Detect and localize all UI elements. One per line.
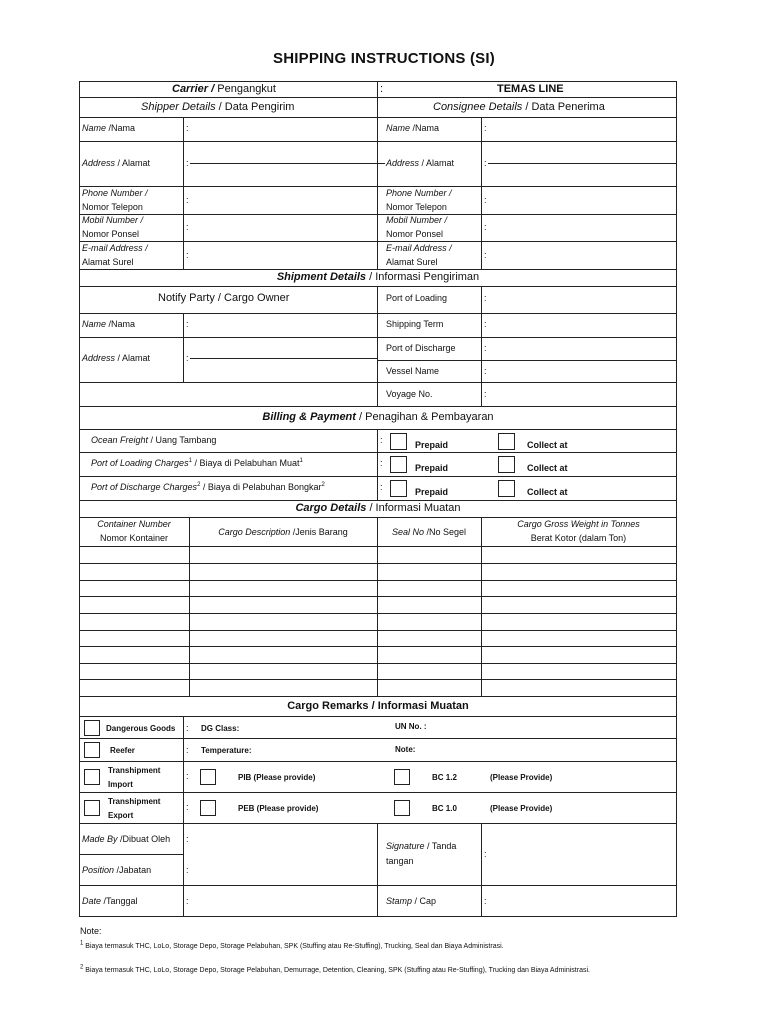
transhipment-export-checkbox[interactable] <box>84 800 100 816</box>
prepaid-checkbox-pod[interactable] <box>390 480 407 497</box>
table-border <box>377 429 378 500</box>
bc10-checkbox[interactable] <box>394 800 410 816</box>
table-border <box>79 313 677 314</box>
reefer-checkbox[interactable] <box>84 742 100 758</box>
table-border <box>377 286 378 406</box>
note-1: $^1$ Biaya termasuk THC, LoLo, Storage Depo, Storage Pelabuhan, SPK (Stuffing atau Re-Stuffing), Trucking, Seal dan Biaya Administrasi. <box>80 940 504 950</box>
position-label: Position /Jabatan <box>82 865 152 875</box>
cargo-header: Cargo Details / Informasi Muatan <box>295 502 461 514</box>
billing-header: Billing & Payment / Penagihan & Pembayaran <box>262 411 494 423</box>
dg-class-label[interactable]: DG Class: <box>201 724 240 733</box>
collect-label: Collect at <box>527 440 568 450</box>
carrier-label: Carrier / Pengangkut <box>172 83 276 95</box>
address-line <box>190 163 377 164</box>
bc12-label: BC 1.2 <box>432 773 457 782</box>
shipper-mobile-label-id: Nomor Ponsel <box>82 229 140 239</box>
consignee-name-field[interactable]: : <box>484 123 487 133</box>
table-border <box>183 313 184 382</box>
address-line <box>488 163 676 164</box>
collect-checkbox-pol[interactable] <box>498 456 515 473</box>
shipper-mobile-label: Mobil Number / <box>82 215 144 225</box>
shipper-mobile-field[interactable]: : <box>186 222 189 232</box>
col-gross-weight-id: Berat Kotor (dalam Ton) <box>530 533 627 543</box>
col-seal-no: Seal No /No Segel <box>391 527 467 537</box>
table-border <box>79 738 677 739</box>
reefer-note-label[interactable]: Note: <box>395 745 416 754</box>
table-row[interactable] <box>79 613 677 614</box>
vessel-name-label: Vessel Name <box>386 366 440 376</box>
remarks-header: Cargo Remarks / Informasi Muatan <box>287 700 469 712</box>
transhipment-export-label: Transhipment <box>108 797 161 806</box>
col-container-number: Container Number <box>97 519 171 529</box>
consignee-mobile-label-id: Nomor Ponsel <box>386 229 444 239</box>
shipper-phone-label-id: Nomor Telepon <box>82 202 143 212</box>
pol-charges-label: Port of Loading Charges$^1$ / Biaya di Pelabuhan Muat$^1$ <box>91 458 303 468</box>
table-row[interactable] <box>79 563 677 564</box>
notify-name-label: Name /Nama <box>82 319 136 329</box>
consignee-email-field[interactable]: : <box>484 250 487 260</box>
table-border <box>183 716 184 823</box>
consignee-address-field[interactable]: : <box>484 158 487 168</box>
col-cargo-description: Cargo Description /Jenis Barang <box>218 527 348 537</box>
page-title: SHIPPING INSTRUCTIONS (SI) <box>273 50 495 67</box>
table-border <box>377 360 677 361</box>
col-gross-weight: Cargo Gross Weight in Tonnes <box>517 519 640 529</box>
table-border <box>79 286 677 287</box>
signature-field[interactable]: : <box>484 849 487 859</box>
stamp-label: Stamp / Cap <box>386 896 437 906</box>
note-2: $^2$ Biaya termasuk THC, LoLo, Storage Depo, Storage Pelabuhan, Demurrage, Detention, Cleaning, SPK (Stuffing atau Re-Stuffing), Trucking dan Biaya Administrasi. <box>80 964 590 974</box>
bc10-label: BC 1.0 <box>432 804 457 813</box>
consignee-email-label: E-mail Address / <box>386 243 452 253</box>
consignee-email-label-id: Alamat Surel <box>386 257 438 267</box>
dangerous-goods-colon: : <box>186 723 189 733</box>
table-border <box>183 117 184 269</box>
carrier-colon: : <box>380 83 384 95</box>
table-border <box>79 916 677 917</box>
collect-label: Collect at <box>527 487 568 497</box>
billing-colon: : <box>380 458 383 468</box>
table-row[interactable] <box>79 546 677 547</box>
prepaid-label: Prepaid <box>415 463 449 473</box>
date-field[interactable]: : <box>186 896 189 906</box>
table-border <box>79 429 677 430</box>
dangerous-goods-checkbox[interactable] <box>84 720 100 736</box>
shipper-address-field[interactable]: : <box>186 158 189 168</box>
shipper-phone-label: Phone Number / <box>82 188 148 198</box>
table-border <box>79 716 677 717</box>
signature-label-2: tangan <box>386 856 414 866</box>
consignee-name-label: Name /Nama <box>386 123 440 133</box>
table-border <box>79 854 183 855</box>
prepaid-checkbox-ocean-freight[interactable] <box>390 433 407 450</box>
transhipment-import-label-2: Import <box>108 780 133 789</box>
vessel-name-field[interactable]: : <box>484 366 487 376</box>
notify-name-field[interactable]: : <box>186 319 189 329</box>
pib-label: PIB (Please provide) <box>238 773 316 782</box>
table-border <box>481 823 482 917</box>
transhipment-export-label-2: Export <box>108 811 134 820</box>
consignee-phone-label-id: Nomor Telepon <box>386 202 447 212</box>
made-by-field[interactable]: : <box>186 834 189 844</box>
carrier-value: TEMAS LINE <box>497 83 564 95</box>
consignee-header: Consignee Details / Data Penerima <box>433 101 605 113</box>
address-line <box>378 163 385 164</box>
made-by-label: Made By /Dibuat Oleh <box>82 834 171 844</box>
table-border <box>377 117 378 269</box>
shipping-term-field[interactable]: : <box>484 319 487 329</box>
pib-checkbox[interactable] <box>200 769 216 785</box>
notify-party-header: Notify Party / Cargo Owner <box>158 292 290 304</box>
transhipment-export-colon: : <box>186 802 189 812</box>
temperature-label[interactable]: Temperature: <box>201 746 252 755</box>
table-border <box>79 337 677 338</box>
shipper-address-label: Address / Alamat <box>82 158 151 168</box>
port-of-loading-field[interactable]: : <box>484 293 487 303</box>
table-border <box>79 823 677 824</box>
table-border <box>79 792 677 793</box>
table-border <box>79 97 677 98</box>
notes-label: Note: <box>80 926 102 936</box>
table-row[interactable] <box>79 663 677 664</box>
prepaid-label: Prepaid <box>415 440 449 450</box>
table-border <box>183 823 184 917</box>
table-row[interactable] <box>79 580 677 581</box>
date-label: Date /Tanggal <box>82 896 138 906</box>
table-row[interactable] <box>79 646 677 647</box>
table-border <box>79 382 677 383</box>
consignee-mobile-label: Mobil Number / <box>386 215 448 225</box>
table-border <box>79 406 677 407</box>
table-border <box>377 81 378 117</box>
table-border <box>79 476 677 477</box>
consignee-mobile-field[interactable]: : <box>484 222 487 232</box>
table-border <box>189 517 190 696</box>
notify-address-label: Address / Alamat <box>82 353 151 363</box>
table-border <box>377 517 378 696</box>
table-row[interactable] <box>79 696 677 697</box>
port-of-discharge-label: Port of Discharge <box>386 343 456 353</box>
collect-checkbox-ocean-freight[interactable] <box>498 433 515 450</box>
table-border <box>79 500 677 501</box>
table-border <box>79 885 677 886</box>
shipper-email-label-id: Alamat Surel <box>82 257 134 267</box>
table-border <box>79 117 677 118</box>
shipper-header: Shipper Details / Data Pengirim <box>141 101 295 113</box>
col-container-number-id: Nomor Kontainer <box>99 533 169 543</box>
shipping-term-label: Shipping Term <box>386 319 444 329</box>
table-border <box>79 186 677 187</box>
table-row[interactable] <box>79 630 677 631</box>
table-border <box>79 269 677 270</box>
billing-colon: : <box>380 482 383 492</box>
pod-charges-label: Port of Discharge Charges$^2$ / Biaya di Pelabuhan Bongkar$^2$ <box>91 482 325 492</box>
signature-label: Signature / Tanda <box>386 841 457 851</box>
reefer-label: Reefer <box>110 746 135 755</box>
reefer-colon: : <box>186 745 189 755</box>
consignee-phone-label: Phone Number / <box>386 188 452 198</box>
ocean-freight-label: Ocean Freight / Uang Tambang <box>91 435 217 445</box>
shipper-name-field[interactable]: : <box>186 123 189 133</box>
consignee-phone-field[interactable]: : <box>484 195 487 205</box>
stamp-field[interactable]: : <box>484 896 487 906</box>
position-field[interactable]: : <box>186 865 189 875</box>
notify-address-field[interactable]: : <box>186 353 189 363</box>
transhipment-import-label: Transhipment <box>108 766 161 775</box>
table-border <box>377 823 378 917</box>
prepaid-checkbox-pol[interactable] <box>390 456 407 473</box>
consignee-address-label: Address / Alamat <box>386 158 455 168</box>
shipper-email-label: E-mail Address / <box>82 243 148 253</box>
shipper-phone-field[interactable]: : <box>186 195 189 205</box>
voyage-no-field[interactable]: : <box>484 389 487 399</box>
transhipment-import-colon: : <box>186 771 189 781</box>
bc10-please-provide: (Please Provide) <box>490 804 553 813</box>
shipment-header: Shipment Details / Informasi Pengiriman <box>276 271 480 283</box>
shipper-email-field[interactable]: : <box>186 250 189 260</box>
table-border <box>481 286 482 406</box>
table-row[interactable] <box>79 596 677 597</box>
table-border <box>481 117 482 269</box>
peb-checkbox[interactable] <box>200 800 216 816</box>
table-border <box>79 214 677 215</box>
collect-checkbox-pod[interactable] <box>498 480 515 497</box>
table-border <box>79 81 677 82</box>
transhipment-import-checkbox[interactable] <box>84 769 100 785</box>
address-line <box>190 358 377 359</box>
port-of-discharge-field[interactable]: : <box>484 343 487 353</box>
bc12-please-provide: (Please Provide) <box>490 773 553 782</box>
dangerous-goods-label: Dangerous Goods <box>106 724 176 733</box>
bc12-checkbox[interactable] <box>394 769 410 785</box>
port-of-loading-label: Port of Loading <box>386 293 448 303</box>
table-border <box>79 141 677 142</box>
shipper-name-label: Name /Nama <box>82 123 136 133</box>
collect-label: Collect at <box>527 463 568 473</box>
prepaid-label: Prepaid <box>415 487 449 497</box>
billing-colon: : <box>380 435 383 445</box>
table-border <box>79 241 677 242</box>
voyage-no-label: Voyage No. <box>386 389 433 399</box>
peb-label: PEB (Please provide) <box>238 804 319 813</box>
table-border <box>79 452 677 453</box>
un-no-label[interactable]: UN No. : <box>395 722 427 731</box>
table-border <box>79 761 677 762</box>
table-row[interactable] <box>79 679 677 680</box>
